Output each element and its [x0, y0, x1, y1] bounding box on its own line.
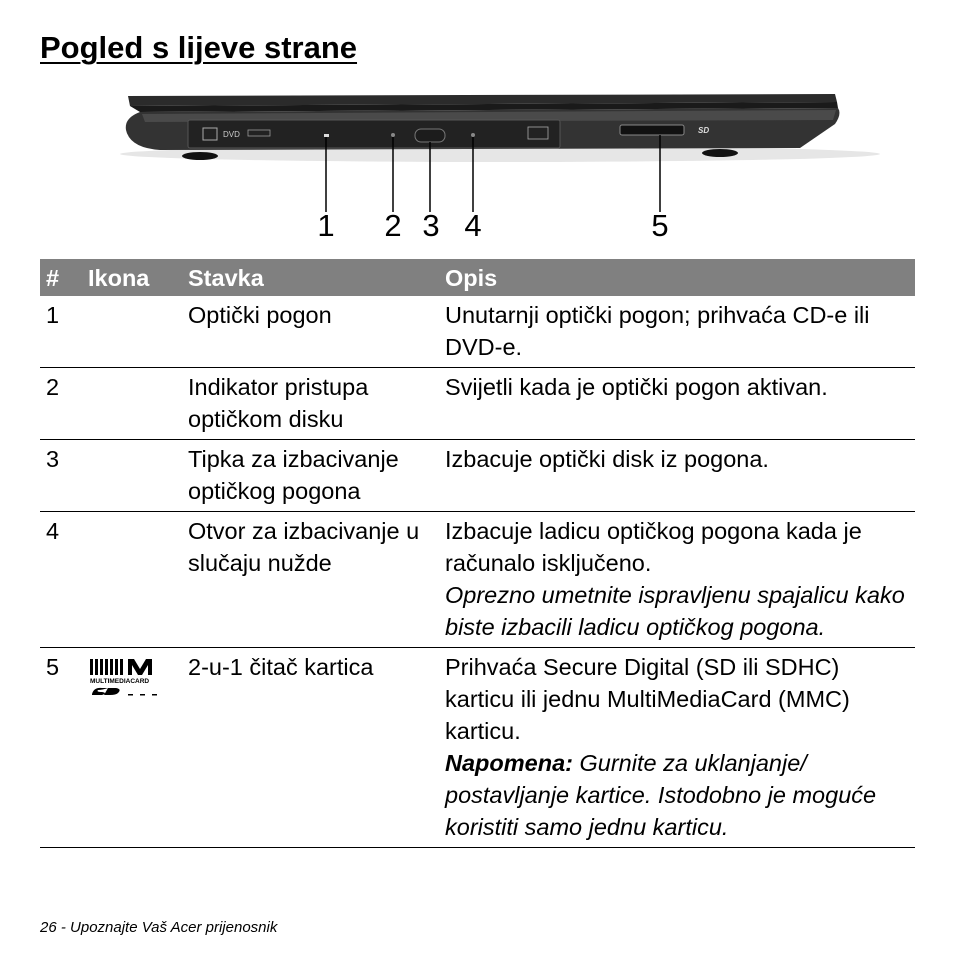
callout-5: 5: [651, 208, 669, 243]
row-desc-text: Izbacuje optički disk iz pogona.: [445, 446, 769, 472]
row-num: 3: [40, 440, 82, 512]
row-icon: [82, 368, 182, 440]
row-num: 4: [40, 512, 82, 648]
page-footer: 26 - Upoznajte Vaš Acer prijenosnik: [40, 919, 278, 936]
card-reader-slot[interactable]: [620, 125, 684, 135]
row-desc-text: Unutarnji optički pogon; prihvaća CD-e ili DVD-e.: [445, 302, 870, 360]
laptop-left-side-figure: [100, 90, 880, 250]
row-icon: [82, 440, 182, 512]
row-item: Optički pogon: [182, 296, 439, 368]
table-row: [40, 512, 915, 648]
multimediacard-label: MULTIMEDIACARD: [90, 678, 150, 685]
row-icon: [82, 512, 182, 648]
row-num: 1: [40, 296, 82, 368]
header-desc: Opis: [439, 259, 915, 296]
table-row: [40, 440, 915, 512]
callout-4: 4: [464, 208, 482, 243]
row-item: Tipka za izbacivanje optičkog pogona: [182, 440, 439, 512]
optical-drive-marker: [324, 134, 329, 137]
callout-3: 3: [422, 208, 440, 243]
table-row: [40, 296, 915, 368]
row-desc: [439, 368, 915, 440]
row-desc: [439, 512, 915, 648]
dvd-logo: DVD: [223, 130, 240, 139]
row-desc: [439, 440, 915, 512]
header-num: #: [40, 259, 82, 296]
table-row: [40, 648, 915, 848]
table-header-row: [40, 259, 915, 296]
row-item: Indikator pristupa optičkom disku: [182, 368, 439, 440]
row-desc-note-block: [445, 747, 909, 843]
row-num: 5: [40, 648, 82, 848]
multimediacard-sd-icon: [88, 657, 164, 697]
row-item: Otvor za izbacivanje u slučaju nužde: [182, 512, 439, 648]
table-row: [40, 368, 915, 440]
row-desc: [439, 648, 915, 848]
page-title: Pogled s lijeve strane: [40, 30, 358, 65]
row-item: 2-u-1 čitač kartica: [182, 648, 439, 848]
emergency-eject-hole[interactable]: [471, 133, 475, 137]
row-icon: [82, 296, 182, 368]
sd-logo: SD: [698, 126, 710, 135]
row-desc-note: Oprezno umetnite ispravljenu spajalicu kako biste izbacili ladicu optičkog pogona.: [445, 582, 905, 640]
note-label: Napomena:: [445, 750, 573, 776]
callout-1: 1: [317, 208, 335, 243]
row-desc-text: Svijetli kada je optički pogon aktivan.: [445, 374, 828, 400]
row-desc: [439, 296, 915, 368]
header-icon: Ikona: [82, 259, 182, 296]
callout-2: 2: [384, 208, 402, 243]
row-desc-text: Prihvaća Secure Digital (SD ili SDHC) karticu ili jednu MultiMediaCard (MMC) karticu.: [445, 654, 850, 744]
optical-eject-button[interactable]: [415, 129, 445, 142]
row-desc-note: Gurnite za uklanjanje/ postavljanje kartice. Istodobno je moguće koristiti samo jednu karticu.: [445, 750, 877, 840]
row-icon: [82, 648, 182, 848]
header-item: Stavka: [182, 259, 439, 296]
laptop-left-side-illustration: [100, 90, 880, 250]
ports-table: [40, 259, 915, 848]
row-num: 2: [40, 368, 82, 440]
optical-access-indicator: [391, 133, 395, 137]
row-desc-text: Izbacuje ladicu optičkog pogona kada je računalo isključeno.: [445, 518, 862, 576]
